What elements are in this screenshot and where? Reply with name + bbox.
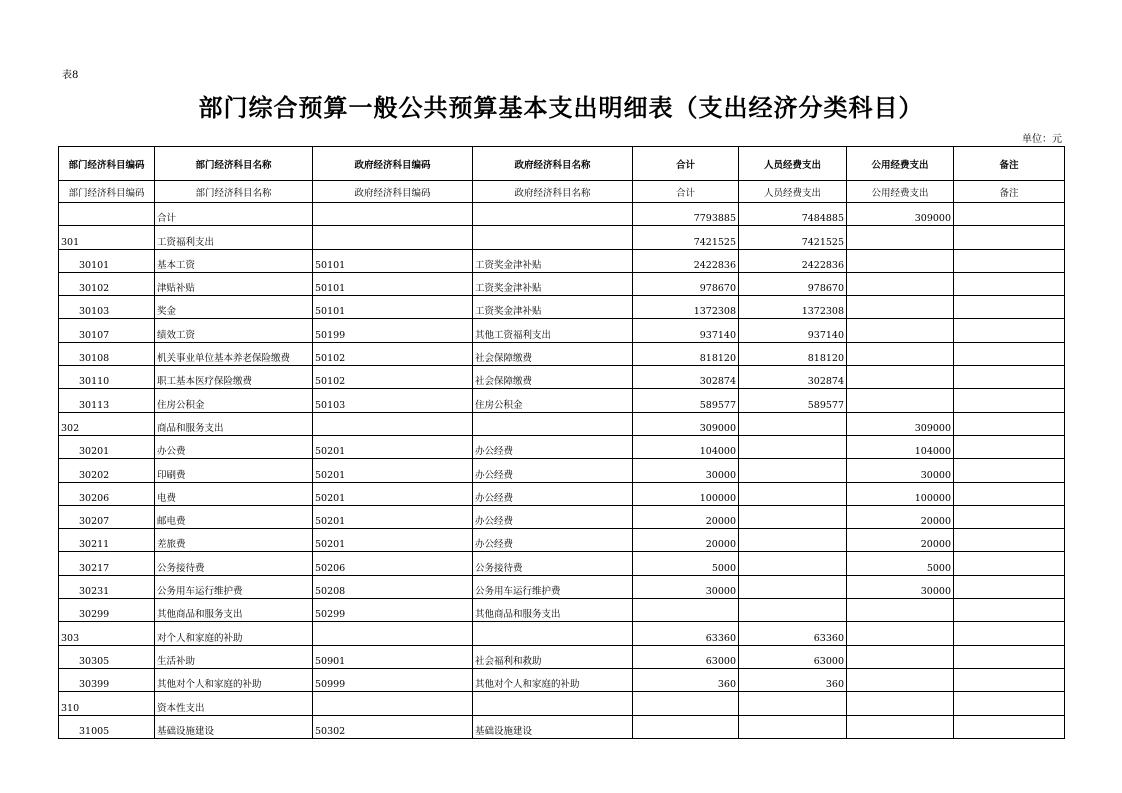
table-row xyxy=(59,319,1065,342)
cell-dept-code: 301 xyxy=(59,226,155,249)
table-row xyxy=(59,505,1065,528)
cell-note xyxy=(954,412,1065,435)
cell-public: 5000 xyxy=(847,552,954,575)
subheader-dept-name: 部门经济科目名称 xyxy=(155,181,313,203)
table-row xyxy=(59,203,1065,226)
header-personnel: 人员经费支出 xyxy=(739,147,847,181)
cell-note xyxy=(954,622,1065,645)
cell-dept-code: 30102 xyxy=(59,272,155,295)
cell-total: 360 xyxy=(633,668,739,691)
cell-dept-code: 31005 xyxy=(59,715,155,738)
cell-dept-code: 30113 xyxy=(59,389,155,412)
cell-gov-name xyxy=(473,622,633,645)
table-row xyxy=(59,459,1065,482)
cell-dept-code: 30211 xyxy=(59,529,155,552)
cell-public xyxy=(847,715,954,738)
subheader-public: 公用经费支出 xyxy=(847,181,954,203)
cell-gov-code xyxy=(313,622,473,645)
subheader-note: 备注 xyxy=(954,181,1065,203)
header-dept-code: 部门经济科目编码 xyxy=(59,147,155,181)
cell-personnel: 63360 xyxy=(739,622,847,645)
cell-dept-name: 津贴补贴 xyxy=(155,272,313,295)
cell-gov-name: 社会保障缴费 xyxy=(473,342,633,365)
cell-note xyxy=(954,272,1065,295)
cell-total xyxy=(633,715,739,738)
cell-dept-name: 电费 xyxy=(155,482,313,505)
cell-gov-name: 其他对个人和家庭的补助 xyxy=(473,668,633,691)
cell-public: 100000 xyxy=(847,482,954,505)
cell-gov-code: 50206 xyxy=(313,552,473,575)
cell-personnel: 1372308 xyxy=(739,296,847,319)
header-gov-code: 政府经济科目编码 xyxy=(313,147,473,181)
cell-note xyxy=(954,599,1065,622)
cell-gov-code xyxy=(313,226,473,249)
budget-table xyxy=(58,146,1065,739)
cell-public: 20000 xyxy=(847,505,954,528)
cell-public xyxy=(847,645,954,668)
subheader-personnel: 人员经费支出 xyxy=(739,181,847,203)
cell-gov-name xyxy=(473,412,633,435)
cell-public: 20000 xyxy=(847,529,954,552)
cell-total xyxy=(633,599,739,622)
cell-public xyxy=(847,296,954,319)
table-row xyxy=(59,622,1065,645)
cell-note xyxy=(954,296,1065,319)
cell-gov-code: 50201 xyxy=(313,482,473,505)
table-row xyxy=(59,668,1065,691)
cell-note xyxy=(954,482,1065,505)
cell-gov-name: 住房公积金 xyxy=(473,389,633,412)
cell-public xyxy=(847,668,954,691)
header-dept-name: 部门经济科目名称 xyxy=(155,147,313,181)
cell-public: 309000 xyxy=(847,203,954,226)
table-row xyxy=(59,645,1065,668)
table-row xyxy=(59,412,1065,435)
cell-note xyxy=(954,552,1065,575)
cell-public xyxy=(847,692,954,715)
cell-dept-name: 住房公积金 xyxy=(155,389,313,412)
cell-total: 63000 xyxy=(633,645,739,668)
cell-dept-name: 差旅费 xyxy=(155,529,313,552)
cell-gov-name: 社会保障缴费 xyxy=(473,366,633,389)
table-row xyxy=(59,342,1065,365)
table-row xyxy=(59,529,1065,552)
subheader-gov-code: 政府经济科目编码 xyxy=(313,181,473,203)
cell-dept-name: 绩效工资 xyxy=(155,319,313,342)
cell-gov-name: 办公经费 xyxy=(473,435,633,458)
table-row xyxy=(59,482,1065,505)
cell-dept-code: 310 xyxy=(59,692,155,715)
cell-dept-code: 30206 xyxy=(59,482,155,505)
cell-note xyxy=(954,226,1065,249)
cell-dept-code: 30103 xyxy=(59,296,155,319)
cell-dept-name: 其他对个人和家庭的补助 xyxy=(155,668,313,691)
cell-personnel: 978670 xyxy=(739,272,847,295)
cell-total: 1372308 xyxy=(633,296,739,319)
subheader-total: 合计 xyxy=(633,181,739,203)
table-row xyxy=(59,296,1065,319)
cell-total: 100000 xyxy=(633,482,739,505)
cell-gov-name xyxy=(473,226,633,249)
cell-dept-code: 30110 xyxy=(59,366,155,389)
cell-total: 818120 xyxy=(633,342,739,365)
cell-gov-code: 50999 xyxy=(313,668,473,691)
cell-total: 104000 xyxy=(633,435,739,458)
cell-gov-name xyxy=(473,203,633,226)
cell-dept-name: 公务用车运行维护费 xyxy=(155,575,313,598)
cell-personnel: 360 xyxy=(739,668,847,691)
cell-gov-name: 工资奖金津补贴 xyxy=(473,296,633,319)
header-gov-name: 政府经济科目名称 xyxy=(473,147,633,181)
cell-gov-name: 办公经费 xyxy=(473,459,633,482)
cell-dept-name: 生活补助 xyxy=(155,645,313,668)
cell-note xyxy=(954,715,1065,738)
cell-total: 309000 xyxy=(633,412,739,435)
cell-dept-code: 30201 xyxy=(59,435,155,458)
cell-note xyxy=(954,435,1065,458)
cell-gov-code: 50102 xyxy=(313,366,473,389)
cell-personnel xyxy=(739,482,847,505)
cell-personnel: 818120 xyxy=(739,342,847,365)
cell-dept-name: 对个人和家庭的补助 xyxy=(155,622,313,645)
cell-public: 104000 xyxy=(847,435,954,458)
cell-personnel: 7484885 xyxy=(739,203,847,226)
cell-total: 5000 xyxy=(633,552,739,575)
cell-personnel: 2422836 xyxy=(739,249,847,272)
cell-public xyxy=(847,319,954,342)
cell-public xyxy=(847,226,954,249)
cell-personnel xyxy=(739,599,847,622)
cell-dept-code: 30202 xyxy=(59,459,155,482)
cell-dept-name: 奖金 xyxy=(155,296,313,319)
cell-gov-name: 工资奖金津补贴 xyxy=(473,272,633,295)
cell-note xyxy=(954,575,1065,598)
cell-public: 30000 xyxy=(847,575,954,598)
cell-personnel xyxy=(739,412,847,435)
cell-note xyxy=(954,505,1065,528)
cell-dept-name: 邮电费 xyxy=(155,505,313,528)
cell-gov-code: 50102 xyxy=(313,342,473,365)
cell-total: 7793885 xyxy=(633,203,739,226)
cell-total: 20000 xyxy=(633,505,739,528)
table-row xyxy=(59,272,1065,295)
cell-personnel: 63000 xyxy=(739,645,847,668)
cell-personnel: 7421525 xyxy=(739,226,847,249)
cell-public xyxy=(847,342,954,365)
table-number: 表8 xyxy=(62,70,79,81)
cell-gov-code: 50101 xyxy=(313,249,473,272)
cell-gov-name: 办公经费 xyxy=(473,482,633,505)
table-row xyxy=(59,552,1065,575)
cell-gov-code: 50201 xyxy=(313,529,473,552)
cell-gov-code: 50103 xyxy=(313,389,473,412)
cell-total: 30000 xyxy=(633,575,739,598)
cell-note xyxy=(954,459,1065,482)
cell-note xyxy=(954,366,1065,389)
table-row xyxy=(59,366,1065,389)
cell-note xyxy=(954,692,1065,715)
cell-gov-name: 公务接待费 xyxy=(473,552,633,575)
cell-dept-code: 30207 xyxy=(59,505,155,528)
cell-dept-code: 30108 xyxy=(59,342,155,365)
cell-dept-code: 30231 xyxy=(59,575,155,598)
cell-gov-name: 其他商品和服务支出 xyxy=(473,599,633,622)
cell-dept-name: 工资福利支出 xyxy=(155,226,313,249)
cell-personnel xyxy=(739,529,847,552)
cell-personnel xyxy=(739,552,847,575)
cell-total: 2422836 xyxy=(633,249,739,272)
table-row xyxy=(59,599,1065,622)
cell-gov-name: 公务用车运行维护费 xyxy=(473,575,633,598)
cell-total: 978670 xyxy=(633,272,739,295)
cell-public xyxy=(847,249,954,272)
cell-dept-code: 303 xyxy=(59,622,155,645)
cell-total: 30000 xyxy=(633,459,739,482)
cell-dept-code xyxy=(59,203,155,226)
cell-total: 302874 xyxy=(633,366,739,389)
cell-dept-name: 公务接待费 xyxy=(155,552,313,575)
cell-dept-name: 商品和服务支出 xyxy=(155,412,313,435)
cell-gov-name: 办公经费 xyxy=(473,505,633,528)
cell-gov-name: 社会福利和救助 xyxy=(473,645,633,668)
cell-gov-name xyxy=(473,692,633,715)
cell-dept-code: 30305 xyxy=(59,645,155,668)
cell-personnel xyxy=(739,692,847,715)
cell-gov-code: 50199 xyxy=(313,319,473,342)
table-row xyxy=(59,226,1065,249)
cell-dept-name: 办公费 xyxy=(155,435,313,458)
cell-dept-name: 机关事业单位基本养老保险缴费 xyxy=(155,342,313,365)
cell-gov-code: 50201 xyxy=(313,435,473,458)
cell-personnel xyxy=(739,435,847,458)
cell-gov-code: 50201 xyxy=(313,459,473,482)
cell-dept-name: 职工基本医疗保险缴费 xyxy=(155,366,313,389)
cell-dept-code: 30101 xyxy=(59,249,155,272)
cell-dept-code: 30299 xyxy=(59,599,155,622)
cell-public xyxy=(847,389,954,412)
cell-note xyxy=(954,203,1065,226)
cell-personnel: 937140 xyxy=(739,319,847,342)
cell-personnel xyxy=(739,505,847,528)
cell-gov-code: 50302 xyxy=(313,715,473,738)
table-subheader-row xyxy=(59,181,1065,203)
header-public: 公用经费支出 xyxy=(847,147,954,181)
table-row xyxy=(59,575,1065,598)
table-row xyxy=(59,249,1065,272)
cell-personnel: 589577 xyxy=(739,389,847,412)
cell-dept-name: 印刷费 xyxy=(155,459,313,482)
cell-personnel xyxy=(739,575,847,598)
cell-gov-name: 其他工资福利支出 xyxy=(473,319,633,342)
cell-gov-code xyxy=(313,203,473,226)
cell-gov-code: 50208 xyxy=(313,575,473,598)
cell-note xyxy=(954,342,1065,365)
table-row xyxy=(59,692,1065,715)
cell-gov-code: 50201 xyxy=(313,505,473,528)
cell-dept-name: 合计 xyxy=(155,203,313,226)
unit-label: 单位：元 xyxy=(1022,134,1062,145)
cell-total xyxy=(633,692,739,715)
cell-note xyxy=(954,389,1065,412)
cell-public xyxy=(847,272,954,295)
cell-public: 30000 xyxy=(847,459,954,482)
cell-dept-name: 资本性支出 xyxy=(155,692,313,715)
cell-dept-code: 30399 xyxy=(59,668,155,691)
cell-dept-code: 30217 xyxy=(59,552,155,575)
cell-dept-code: 302 xyxy=(59,412,155,435)
table-header-row xyxy=(59,147,1065,181)
subheader-gov-name: 政府经济科目名称 xyxy=(473,181,633,203)
cell-dept-code: 30107 xyxy=(59,319,155,342)
page-title: 部门综合预算一般公共预算基本支出明细表（支出经济分类科目） xyxy=(198,93,924,122)
cell-dept-name: 基础设施建设 xyxy=(155,715,313,738)
cell-gov-code xyxy=(313,412,473,435)
cell-gov-code: 50299 xyxy=(313,599,473,622)
cell-public: 309000 xyxy=(847,412,954,435)
cell-personnel: 302874 xyxy=(739,366,847,389)
cell-note xyxy=(954,319,1065,342)
cell-gov-name: 工资奖金津补贴 xyxy=(473,249,633,272)
header-total: 合计 xyxy=(633,147,739,181)
table-row xyxy=(59,389,1065,412)
table-row xyxy=(59,715,1065,738)
header-note: 备注 xyxy=(954,147,1065,181)
cell-note xyxy=(954,249,1065,272)
cell-public xyxy=(847,622,954,645)
cell-dept-name: 其他商品和服务支出 xyxy=(155,599,313,622)
cell-gov-code: 50101 xyxy=(313,296,473,319)
cell-total: 589577 xyxy=(633,389,739,412)
cell-personnel xyxy=(739,715,847,738)
cell-gov-code: 50901 xyxy=(313,645,473,668)
table-row xyxy=(59,435,1065,458)
cell-gov-name: 办公经费 xyxy=(473,529,633,552)
subheader-dept-code: 部门经济科目编码 xyxy=(59,181,155,203)
cell-public xyxy=(847,599,954,622)
cell-note xyxy=(954,645,1065,668)
cell-total: 7421525 xyxy=(633,226,739,249)
cell-total: 20000 xyxy=(633,529,739,552)
cell-note xyxy=(954,529,1065,552)
cell-gov-name: 基础设施建设 xyxy=(473,715,633,738)
cell-note xyxy=(954,668,1065,691)
cell-total: 937140 xyxy=(633,319,739,342)
cell-public xyxy=(847,366,954,389)
cell-dept-name: 基本工资 xyxy=(155,249,313,272)
cell-personnel xyxy=(739,459,847,482)
cell-total: 63360 xyxy=(633,622,739,645)
cell-gov-code xyxy=(313,692,473,715)
cell-gov-code: 50101 xyxy=(313,272,473,295)
